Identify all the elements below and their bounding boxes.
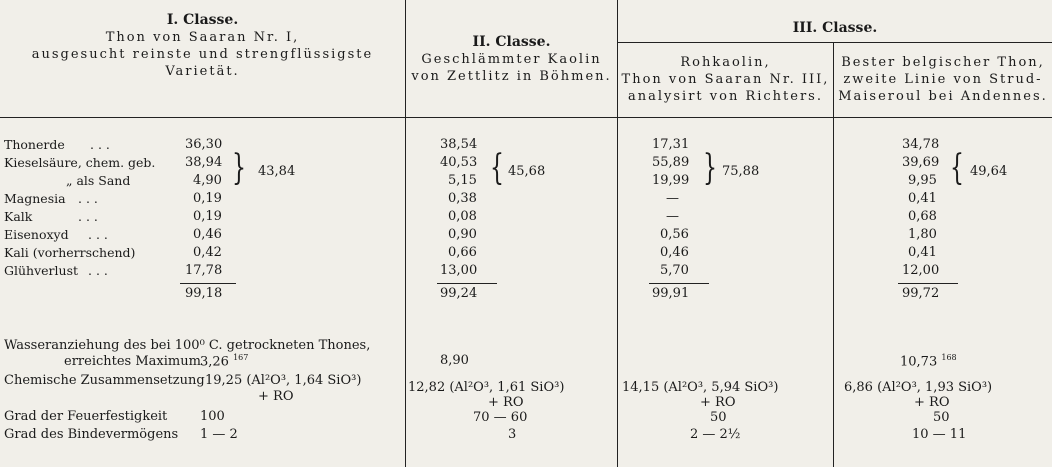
class-1-value: 4,90 [193,173,222,188]
class-3b-line: zweite Linie von Strud- [843,72,1043,87]
chem-label: Chemische Zusammensetzung [4,373,205,388]
class-2-sum: 99,24 [440,286,478,301]
class-2-line: von Zettlitz in Böhmen. [411,69,612,84]
class-2-fire: 70 — 60 [473,410,528,425]
class-2-value: 5,15 [448,173,477,188]
class-3a-value: 0,46 [660,245,689,260]
class-1-fire: 100 [200,409,225,424]
water-label: Wasseranziehung des bei 100⁰ C. getrockneten Thones, [4,338,371,353]
class-3a-sum: 99,91 [652,286,690,301]
row-label: „ als Sand [66,173,131,188]
class-1-line: Thon von Saaran Nr. I, [105,30,300,45]
class-3a-value: 17,31 [652,137,690,152]
sum-rule [649,283,709,284]
class-3b-line: Bester belgischer Thon, [841,55,1045,70]
class-3a-bind: 2 — 2½ [690,427,741,442]
class-1-water [200,353,248,369]
class-2-header [406,34,617,85]
class-1-sum: 99,18 [185,286,223,301]
bind-label: Grad des Bindevermögens [4,427,179,442]
water-label: erreichtes Maximum [64,354,201,369]
water-value: 10,73 [900,354,938,370]
class-1-bind: 1 — 2 [200,427,238,442]
class-3a-chem: 14,15 (Al²O³, 5,94 SiO³) [622,380,779,395]
class-1-title: I. Classe. [166,12,239,28]
class-3b-value: 0,68 [908,209,937,224]
fire-label: Grad der Feuerfestigkeit [4,409,168,424]
leader-dots: . . . [78,209,98,224]
brace-icon: { [950,148,964,189]
class-2-water: 8,90 [440,353,469,368]
leader-dots: . . . [88,227,108,242]
class-3-header [618,20,1052,37]
class-3a-value: 5,70 [660,263,689,278]
class-3a-header [618,54,833,105]
class-2-value: 13,00 [440,263,478,278]
class-3b-bind: 10 — 11 [912,427,967,442]
class-2-title: II. Classe. [472,34,551,50]
sum-rule [437,283,497,284]
class-3b-value: 0,41 [908,191,937,206]
class-3b-fire: 50 [933,410,950,425]
class-3a-value: 55,89 [652,155,690,170]
leader-dots: . . . [78,191,98,206]
class-3a-value: 19,99 [652,173,690,188]
class-1-line: ausgesucht reinste und strengflüssigste [31,47,374,62]
class-3a-line: Rohkaolin, [680,55,771,70]
class-2-value: 38,54 [440,137,478,152]
class-3b-water [900,353,957,369]
class-3a-brace-total: 75,88 [722,164,760,179]
class-1-value: 0,42 [193,245,222,260]
row-label: Glühverlust [4,263,79,278]
row-label: Thonerde [4,137,65,152]
class-2-value: 0,08 [448,209,477,224]
class-3a-line: analysirt von Richters. [628,89,823,104]
class-3b-value: 39,69 [902,155,940,170]
class-3b-chem: 6,86 (Al²O³, 1,93 SiO³) [844,380,993,395]
class-3b-header [834,54,1052,105]
leader-dots: . . . [88,263,108,278]
water-value: 3,26 [200,354,229,370]
class-3a-value: 0,56 [660,227,689,242]
class-1-value: 38,94 [185,155,223,170]
class-3-title: III. Classe. [792,20,878,36]
class-2-value: 0,38 [448,191,477,206]
row-label: Kali (vorherrschend) [4,245,136,260]
class-2-chem: 12,82 (Al²O³, 1,61 SiO³) [408,380,565,395]
class-2-ro: + RO [488,395,524,410]
class-3b-value: 12,00 [902,263,940,278]
class-1-value: 17,78 [185,263,223,278]
class-3b-value: 34,78 [902,137,940,152]
class-2-bind: 3 [508,427,517,442]
class-3a-line: Thon von Saaran Nr. III, [621,72,830,87]
class-3a-value: — [666,191,679,206]
class-3b-value: 9,95 [908,173,937,188]
footnote-ref: 168 [941,353,957,362]
header-rule [617,42,1052,43]
class-1-brace-total: 43,84 [258,164,296,179]
class-1-value: 36,30 [185,137,223,152]
class-1-chem: 19,25 (Al²O³, 1,64 SiO³) [205,373,362,388]
class-1-header [0,12,405,80]
brace-icon: } [232,148,246,189]
leader-dots: . . . [90,137,110,152]
sum-rule [180,283,236,284]
sum-rule [898,283,958,284]
header-rule [0,117,1052,118]
class-1-value: 0,19 [193,191,222,206]
class-3b-brace-total: 49,64 [970,164,1008,179]
class-3b-line: Maiseroul bei Andennes. [838,89,1048,104]
class-2-brace-total: 45,68 [508,164,546,179]
class-2-value: 0,66 [448,245,477,260]
footnote-ref: 167 [233,353,249,362]
class-1-line: Varietät. [165,64,240,79]
class-3a-value: — [666,209,679,224]
class-3a-ro: + RO [700,395,736,410]
brace-icon: } [703,148,717,189]
class-3b-value: 1,80 [908,227,937,242]
class-2-value: 40,53 [440,155,478,170]
class-2-line: Geschlämmter Kaolin [421,52,602,67]
row-label: Eisenoxyd [4,227,69,242]
class-2-value: 0,90 [448,227,477,242]
row-label: Kalk [4,209,33,224]
class-3b-value: 0,41 [908,245,937,260]
class-3b-sum: 99,72 [902,286,940,301]
class-3a-fire: 50 [710,410,727,425]
row-label: Kieselsäure, chem. geb. [4,155,156,170]
class-1-value: 0,46 [193,227,222,242]
class-3b-ro: + RO [914,395,950,410]
row-label: Magnesia [4,191,66,206]
brace-icon: { [490,148,504,189]
column-rule [833,42,834,467]
class-1-value: 0,19 [193,209,222,224]
class-1-ro: + RO [258,389,294,404]
